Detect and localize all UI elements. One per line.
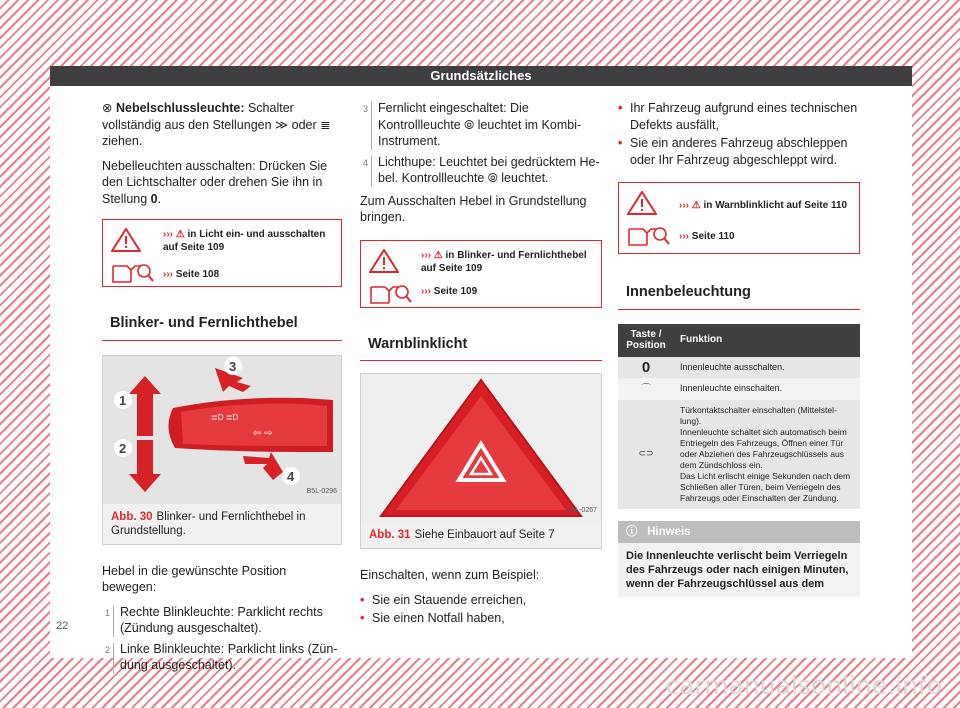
figure-31 — [360, 373, 602, 549]
figure-code: B5L-0296 — [306, 488, 337, 495]
warning-triangle-icon — [111, 228, 141, 252]
hazard-button-illustration — [361, 374, 601, 522]
table-row: ⊂⊃ Türkontaktschalter einschalten (Mittelstellung). Innenleuchte schaltet sich automatisch beim Entriegeln des Fahrzeugs, Öffnen einer Tür oder Abziehen des Fahrzeugschlüssels aus dem Zündschloss ein. Das Licht erlischt einige Sekunden nach dem Schließen aller Türen, beim Verriegeln des Fahrzeugs oder Einschalten der Zündung. — [618, 400, 860, 509]
interior-light-icon: ⌒ — [641, 383, 651, 393]
stalk-illustration — [103, 356, 341, 504]
table-row: 0 Innenleuchte ausschalten. — [618, 357, 860, 379]
list-item: 2 Linke Blinkleuchte: Parklicht links (Zündung ausgeschaltet). — [102, 641, 342, 674]
warning-triangle-icon — [627, 191, 657, 215]
warning-box — [102, 219, 342, 287]
section-title-interior: Innenbeleuchtung — [618, 280, 860, 310]
off-text: Zum Ausschalten Hebel in Grundstellung bringen. — [360, 193, 587, 224]
list-item: 1 Rechte Blinkleuchte: Parklicht rechts (Zündung ausgeschaltet). — [102, 604, 342, 637]
hazard-intro: Einschalten, wenn zum Beispiel: — [360, 568, 540, 582]
book-reference-icon — [111, 262, 155, 284]
list-item: • Sie einen Notfall haben, — [360, 611, 505, 625]
svg-text:⇦ ⇨: ⇦ ⇨ — [253, 427, 273, 439]
warning-link-2[interactable]: ››› Seite 109 — [421, 285, 478, 297]
figure-30-caption: Abb. 30 Blinker- und Fernlichthebel in Grundstellung. — [111, 510, 306, 537]
warning-box — [618, 182, 860, 254]
list-item: • Ihr Fahrzeug aufgrund eines technischen Defekts ausfällt, — [618, 101, 858, 132]
watermark: carmanualsonline.info — [665, 671, 942, 700]
section-title-hazard: Warnblinklicht — [360, 332, 602, 362]
svg-text:1: 1 — [119, 392, 127, 408]
blinker-intro: Hebel in die gewünschte Position bewegen: — [102, 563, 287, 594]
list-item: • Sie ein Stauende erreichen, — [360, 592, 527, 607]
low-beam-icon: ≣ — [320, 117, 331, 132]
fog-light-front-icon: ≫ — [275, 117, 289, 132]
warning-link-2[interactable]: ››› Seite 108 — [163, 269, 220, 280]
fog-light-icon: ⊗ — [102, 101, 113, 115]
warning-box — [360, 240, 602, 308]
door-contact-icon: ⊂⊃ — [638, 448, 654, 459]
info-icon: ⓘ — [626, 525, 638, 538]
warning-link-2[interactable]: ››› Seite 110 — [679, 231, 735, 242]
warning-triangle-icon — [369, 249, 399, 273]
figure-code: B5L-0267 — [566, 506, 597, 514]
figure-30 — [102, 355, 342, 545]
list-item: • Sie ein anderes Fahrzeug abschleppen oder Ihr Fahrzeug abgeschleppt wird. — [618, 136, 848, 167]
figure-30-image — [103, 356, 341, 504]
column-2 — [360, 100, 602, 629]
book-reference-icon — [627, 225, 671, 247]
fog-off-paragraph: Nebelleuchten ausschalten: Drücken Sie den Lichtschalter oder drehen Sie ihn in Stellung 0. — [102, 158, 328, 206]
table-header-function: Funktion — [674, 324, 860, 357]
table-row: ⌒ Innenleuchte einschalten. — [618, 378, 860, 400]
fog-light-paragraph: ⊗ Nebelschlussleuchte: Schalter vollständig aus den Stellungen ≫ oder ≣ ziehen. — [102, 101, 331, 148]
figure-31-image — [361, 374, 601, 522]
note-box: ⓘ Hinweis Die Innenleuchte verlischt beim Verriegeln des Fahrzeugs oder nach einigen Minuten, wenn der Fahrzeugschlüssel aus dem — [618, 521, 860, 597]
list-item: 4 Lichthupe: Leuchtet bei gedrücktem Hebel. Kontrollleuchte ⦾ leuchtet. — [360, 154, 602, 187]
column-1 — [102, 100, 342, 678]
svg-text:2: 2 — [119, 440, 127, 456]
figure-31-caption: Abb. 31 Siehe Einbauort auf Seite 7 — [369, 529, 555, 541]
book-reference-icon — [369, 283, 413, 305]
list-item: 3 Fernlicht eingeschaltet: Die Kontrollleuchte ⦾ leuchtet im Kombi-Instrument. — [360, 100, 602, 150]
column-3 — [618, 100, 860, 597]
page-number: 22 — [56, 620, 69, 632]
table-header-position: Taste / Position — [618, 324, 674, 357]
warning-link-1[interactable]: ››› ⚠ in Warnblinklicht auf Seite 110 — [679, 200, 848, 211]
svg-text:4: 4 — [287, 468, 295, 484]
svg-text:≣D ≣D: ≣D ≣D — [211, 412, 239, 422]
warning-link-1[interactable]: ››› ⚠ in Licht ein- und ausschalten auf Seite 109 — [163, 229, 326, 253]
page-header: Grundsätzliches — [50, 66, 912, 86]
svg-text:3: 3 — [229, 358, 237, 374]
section-title-blinker: Blinker- und Fernlichthebel — [102, 311, 342, 341]
interior-light-table — [618, 324, 860, 509]
warning-link-1[interactable]: ››› ⚠ in Blinker- und Fernlichthebel auf Seite 109 — [421, 249, 587, 274]
